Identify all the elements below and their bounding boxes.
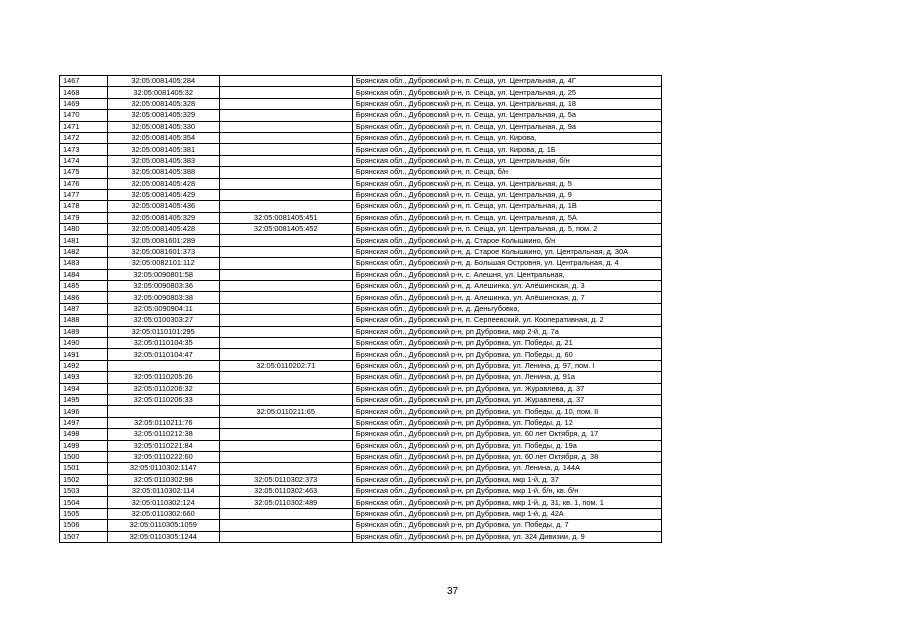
table-row xyxy=(60,189,662,200)
row-number-cell: 1496 xyxy=(60,406,108,417)
table-row xyxy=(60,110,662,121)
address-cell: Брянская обл., Дубровский р-н, рп Дубровка, ул. 324 Дивизии, д. 9 xyxy=(352,531,661,542)
address-cell: Брянская обл., Дубровский р-н, рп Дубровка, ул. Победы, д. 10, пом. II xyxy=(352,406,661,417)
table-row xyxy=(60,440,662,451)
row-number-cell: 1486 xyxy=(60,292,108,303)
related-cadastral-number-cell xyxy=(219,429,352,440)
address-cell: Брянская обл., Дубровский р-н, рп Дубровка, ул. Ленина, д. 97, пом. I xyxy=(352,360,661,371)
row-number-cell: 1503 xyxy=(60,486,108,497)
cadastral-number-cell: 32:05:0110206:32 xyxy=(107,383,219,394)
table-row xyxy=(60,326,662,337)
related-cadastral-number-cell xyxy=(219,246,352,257)
table-row xyxy=(60,201,662,212)
address-cell: Брянская обл., Дубровский р-н, п. Сеща, ул. Центральная, д. 5, пом. 2 xyxy=(352,224,661,235)
related-cadastral-number-cell xyxy=(219,531,352,542)
table-row xyxy=(60,463,662,474)
table-row xyxy=(60,394,662,405)
related-cadastral-number-cell: 32:05:0110302:463 xyxy=(219,486,352,497)
address-cell: Брянская обл., Дубровский р-н, п. Сеща, ул. Центральная, д. 18 xyxy=(352,98,661,109)
row-number-cell: 1475 xyxy=(60,167,108,178)
related-cadastral-number-cell xyxy=(219,269,352,280)
address-cell: Брянская обл., Дубровский р-н, д. Алешинка, ул. Алёшинская, д. 3 xyxy=(352,281,661,292)
table-row xyxy=(60,121,662,132)
cadastral-number-cell: 32:05:0110222:60 xyxy=(107,451,219,462)
cadastral-number-cell: 32:05:0090904:11 xyxy=(107,303,219,314)
row-number-cell: 1472 xyxy=(60,132,108,143)
related-cadastral-number-cell xyxy=(219,110,352,121)
address-cell: Брянская обл., Дубровский р-н, рп Дубровка, ул. 60 лет Октября, д. 38 xyxy=(352,451,661,462)
address-cell: Брянская обл., Дубровский р-н, рп Дубровка, ул. Победы, д. 12 xyxy=(352,417,661,428)
table-row xyxy=(60,178,662,189)
cadastral-number-cell: 32:05:0081405:328 xyxy=(107,98,219,109)
related-cadastral-number-cell: 32:05:0081405:452 xyxy=(219,224,352,235)
related-cadastral-number-cell xyxy=(219,383,352,394)
related-cadastral-number-cell xyxy=(219,451,352,462)
table-row xyxy=(60,144,662,155)
row-number-cell: 1477 xyxy=(60,189,108,200)
row-number-cell: 1493 xyxy=(60,372,108,383)
cadastral-number-cell: 32:05:0110221:84 xyxy=(107,440,219,451)
related-cadastral-number-cell xyxy=(219,178,352,189)
row-number-cell: 1483 xyxy=(60,258,108,269)
table-row xyxy=(60,76,662,87)
cadastral-number-cell: 32:05:0110211:76 xyxy=(107,417,219,428)
related-cadastral-number-cell: 32:05:0110302:489 xyxy=(219,497,352,508)
row-number-cell: 1479 xyxy=(60,212,108,223)
related-cadastral-number-cell xyxy=(219,87,352,98)
table-row xyxy=(60,258,662,269)
address-cell: Брянская обл., Дубровский р-н, п. Сеща, ул. Центральная, д. 25 xyxy=(352,87,661,98)
row-number-cell: 1497 xyxy=(60,417,108,428)
row-number-cell: 1473 xyxy=(60,144,108,155)
address-cell: Брянская обл., Дубровский р-н, п. Сеща, б/н xyxy=(352,167,661,178)
table-row xyxy=(60,429,662,440)
row-number-cell: 1498 xyxy=(60,429,108,440)
row-number-cell: 1471 xyxy=(60,121,108,132)
row-number-cell: 1469 xyxy=(60,98,108,109)
row-number-cell: 1468 xyxy=(60,87,108,98)
cadastral-number-cell: 32:05:0100303:27 xyxy=(107,315,219,326)
cadastral-number-cell: 32:05:0081405:429 xyxy=(107,189,219,200)
row-number-cell: 1478 xyxy=(60,201,108,212)
related-cadastral-number-cell xyxy=(219,281,352,292)
table-row xyxy=(60,303,662,314)
address-cell: Брянская обл., Дубровский р-н, с. Алешня, ул. Центральная, xyxy=(352,269,661,280)
cadastral-number-cell: 32:05:0110205:26 xyxy=(107,372,219,383)
row-number-cell: 1495 xyxy=(60,394,108,405)
cadastral-number-cell: 32:05:0081405:428 xyxy=(107,224,219,235)
address-cell: Брянская обл., Дубровский р-н, п. Сеща, ул. Кирова, д. 1Б xyxy=(352,144,661,155)
table-row xyxy=(60,281,662,292)
related-cadastral-number-cell xyxy=(219,235,352,246)
cadastral-number-cell: 32:05:0081405:354 xyxy=(107,132,219,143)
address-cell: Брянская обл., Дубровский р-н, п. Сеща, ул. Кирова, xyxy=(352,132,661,143)
row-number-cell: 1502 xyxy=(60,474,108,485)
row-number-cell: 1491 xyxy=(60,349,108,360)
table-row xyxy=(60,269,662,280)
cadastral-number-cell: 32:05:0110101:295 xyxy=(107,326,219,337)
table-row xyxy=(60,486,662,497)
related-cadastral-number-cell: 32:05:0081405:451 xyxy=(219,212,352,223)
row-number-cell: 1467 xyxy=(60,76,108,87)
cadastral-number-cell: 32:05:0081405:284 xyxy=(107,76,219,87)
row-number-cell: 1488 xyxy=(60,315,108,326)
related-cadastral-number-cell xyxy=(219,292,352,303)
cadastral-number-cell: 32:05:0081601:373 xyxy=(107,246,219,257)
table-row xyxy=(60,235,662,246)
related-cadastral-number-cell: 32:05:0110302:373 xyxy=(219,474,352,485)
address-cell: Брянская обл., Дубровский р-н, п. Сеща, ул. Центральная, д. 4Г xyxy=(352,76,661,87)
table-row xyxy=(60,531,662,542)
table-row xyxy=(60,224,662,235)
table-row xyxy=(60,417,662,428)
cadastral-number-cell: 32:05:0110206:33 xyxy=(107,394,219,405)
cadastral-number-cell: 32:05:0081405:436 xyxy=(107,201,219,212)
address-cell: Брянская обл., Дубровский р-н, п. Сеща, ул. Центральная, д. 1В xyxy=(352,201,661,212)
address-cell: Брянская обл., Дубровский р-н, п. Серпеевский, ул. Кооперативная, д. 2 xyxy=(352,315,661,326)
related-cadastral-number-cell xyxy=(219,155,352,166)
cadastral-number-cell: 32:05:0081601:289 xyxy=(107,235,219,246)
address-cell: Брянская обл., Дубровский р-н, рп Дубровка, мкр 1-й, б/н, кв. б/н xyxy=(352,486,661,497)
table-row xyxy=(60,372,662,383)
cadastral-number-cell: 32:05:0081405:32 xyxy=(107,87,219,98)
row-number-cell: 1482 xyxy=(60,246,108,257)
cadastral-number-cell: 32:05:0081405:388 xyxy=(107,167,219,178)
table-row xyxy=(60,212,662,223)
cadastral-number-cell: 32:05:0081405:383 xyxy=(107,155,219,166)
row-number-cell: 1490 xyxy=(60,337,108,348)
address-cell: Брянская обл., Дубровский р-н, рп Дубровка, мкр 1-й, д. 42А xyxy=(352,508,661,519)
row-number-cell: 1492 xyxy=(60,360,108,371)
cadastral-number-cell xyxy=(107,360,219,371)
address-cell: Брянская обл., Дубровский р-н, рп Дубровка, ул. Ленина, д. 91а xyxy=(352,372,661,383)
related-cadastral-number-cell xyxy=(219,144,352,155)
table-row xyxy=(60,383,662,394)
related-cadastral-number-cell xyxy=(219,337,352,348)
cadastral-number-cell: 32:05:0081405:329 xyxy=(107,110,219,121)
related-cadastral-number-cell xyxy=(219,508,352,519)
address-cell: Брянская обл., Дубровский р-н, д. Старое Колышкино, б/н xyxy=(352,235,661,246)
cadastral-number-cell: 32:05:0090801:58 xyxy=(107,269,219,280)
table-row xyxy=(60,155,662,166)
address-cell: Брянская обл., Дубровский р-н, рп Дубровка, ул. Победы, д. 21 xyxy=(352,337,661,348)
cadastral-number-cell: 32:05:0110305:1059 xyxy=(107,520,219,531)
related-cadastral-number-cell xyxy=(219,121,352,132)
related-cadastral-number-cell xyxy=(219,76,352,87)
cadastral-number-cell: 32:05:0081405:381 xyxy=(107,144,219,155)
address-cell: Брянская обл., Дубровский р-н, рп Дубровка, мкр 1-й, д. 37 xyxy=(352,474,661,485)
table-row xyxy=(60,98,662,109)
address-cell: Брянская обл., Дубровский р-н, п. Сеща, ул. Центральная, д. 9а xyxy=(352,121,661,132)
related-cadastral-number-cell xyxy=(219,189,352,200)
address-cell: Брянская обл., Дубровский р-н, рп Дубровка, ул. Победы, д. 60 xyxy=(352,349,661,360)
related-cadastral-number-cell xyxy=(219,315,352,326)
related-cadastral-number-cell xyxy=(219,372,352,383)
table-row xyxy=(60,292,662,303)
cadastral-number-cell: 32:05:0090803:38 xyxy=(107,292,219,303)
related-cadastral-number-cell: 32:05:0110202:71 xyxy=(219,360,352,371)
row-number-cell: 1470 xyxy=(60,110,108,121)
table-row xyxy=(60,474,662,485)
cadastral-number-cell: 32:05:0081405:330 xyxy=(107,121,219,132)
address-cell: Брянская обл., Дубровский р-н, рп Дубровка, мкр 2-й, д. 7а xyxy=(352,326,661,337)
address-cell: Брянская обл., Дубровский р-н, рп Дубровка, ул. Победы, д. 19а xyxy=(352,440,661,451)
cadastral-number-cell: 32:05:0110302:660 xyxy=(107,508,219,519)
row-number-cell: 1474 xyxy=(60,155,108,166)
cadastral-number-cell: 32:05:0110302:98 xyxy=(107,474,219,485)
row-number-cell: 1484 xyxy=(60,269,108,280)
table-row xyxy=(60,315,662,326)
address-cell: Брянская обл., Дубровский р-н, д. Деньгубовка, xyxy=(352,303,661,314)
related-cadastral-number-cell xyxy=(219,440,352,451)
address-cell: Брянская обл., Дубровский р-н, рп Дубровка, ул. 60 лет Октября, д. 17 xyxy=(352,429,661,440)
property-table xyxy=(59,75,662,543)
table-row xyxy=(60,132,662,143)
cadastral-number-cell: 32:05:0110212:38 xyxy=(107,429,219,440)
address-cell: Брянская обл., Дубровский р-н, п. Сеща, ул. Центральная, д. 9 xyxy=(352,189,661,200)
address-cell: Брянская обл., Дубровский р-н, п. Сеща, ул. Центральная, д. 5 xyxy=(352,178,661,189)
related-cadastral-number-cell xyxy=(219,98,352,109)
cadastral-number-cell: 32:05:0090803:36 xyxy=(107,281,219,292)
address-cell: Брянская обл., Дубровский р-н, рп Дубровка, мкр 1-й, д. 31, кв. 1, пом. 1 xyxy=(352,497,661,508)
table-row xyxy=(60,167,662,178)
address-cell: Брянская обл., Дубровский р-н, рп Дубровка, ул. Победы, д. 7 xyxy=(352,520,661,531)
cadastral-number-cell: 32:05:0081405:428 xyxy=(107,178,219,189)
address-cell: Брянская обл., Дубровский р-н, рп Дубровка, ул. Журавлева, д. 37 xyxy=(352,383,661,394)
cadastral-number-cell: 32:05:0082101:112 xyxy=(107,258,219,269)
cadastral-number-cell: 32:05:0110302:1147 xyxy=(107,463,219,474)
row-number-cell: 1494 xyxy=(60,383,108,394)
related-cadastral-number-cell xyxy=(219,303,352,314)
cadastral-number-cell: 32:05:0110302:124 xyxy=(107,497,219,508)
related-cadastral-number-cell xyxy=(219,394,352,405)
row-number-cell: 1481 xyxy=(60,235,108,246)
related-cadastral-number-cell xyxy=(219,258,352,269)
related-cadastral-number-cell xyxy=(219,417,352,428)
address-cell: Брянская обл., Дубровский р-н, п. Сеща, ул. Центральная, д. 5а xyxy=(352,110,661,121)
table-row xyxy=(60,360,662,371)
related-cadastral-number-cell xyxy=(219,520,352,531)
related-cadastral-number-cell xyxy=(219,132,352,143)
table-row xyxy=(60,246,662,257)
table-row xyxy=(60,497,662,508)
row-number-cell: 1505 xyxy=(60,508,108,519)
table-row xyxy=(60,508,662,519)
address-cell: Брянская обл., Дубровский р-н, п. Сеща, ул. Центральная, б/н xyxy=(352,155,661,166)
related-cadastral-number-cell xyxy=(219,201,352,212)
property-table-body xyxy=(60,76,662,543)
related-cadastral-number-cell xyxy=(219,167,352,178)
related-cadastral-number-cell xyxy=(219,326,352,337)
table-row xyxy=(60,520,662,531)
row-number-cell: 1506 xyxy=(60,520,108,531)
row-number-cell: 1480 xyxy=(60,224,108,235)
address-cell: Брянская обл., Дубровский р-н, рп Дубровка, ул. Ленина, д. 144А xyxy=(352,463,661,474)
table-row xyxy=(60,87,662,98)
cadastral-number-cell: 32:05:0081405:329 xyxy=(107,212,219,223)
related-cadastral-number-cell: 32:05:0110211:65 xyxy=(219,406,352,417)
address-cell: Брянская обл., Дубровский р-н, д. Старое Колышкино, ул. Центральная, д. 30А xyxy=(352,246,661,257)
table-row xyxy=(60,337,662,348)
address-cell: Брянская обл., Дубровский р-н, д. Большая Островня, ул. Центральная, д. 4 xyxy=(352,258,661,269)
row-number-cell: 1504 xyxy=(60,497,108,508)
row-number-cell: 1476 xyxy=(60,178,108,189)
cadastral-number-cell: 32:05:0110104:35 xyxy=(107,337,219,348)
related-cadastral-number-cell xyxy=(219,349,352,360)
table-row xyxy=(60,406,662,417)
table-row xyxy=(60,451,662,462)
address-cell: Брянская обл., Дубровский р-н, д. Алешинка, ул. Алёшинская, д. 7 xyxy=(352,292,661,303)
row-number-cell: 1501 xyxy=(60,463,108,474)
related-cadastral-number-cell xyxy=(219,463,352,474)
cadastral-number-cell: 32:05:0110104:47 xyxy=(107,349,219,360)
row-number-cell: 1485 xyxy=(60,281,108,292)
row-number-cell: 1507 xyxy=(60,531,108,542)
page-number: 37 xyxy=(446,586,459,597)
cadastral-number-cell: 32:05:0110302:114 xyxy=(107,486,219,497)
row-number-cell: 1487 xyxy=(60,303,108,314)
row-number-cell: 1500 xyxy=(60,451,108,462)
cadastral-number-cell xyxy=(107,406,219,417)
address-cell: Брянская обл., Дубровский р-н, рп Дубровка, ул. Журавлева, д. 37 xyxy=(352,394,661,405)
cadastral-number-cell: 32:05:0110305:1244 xyxy=(107,531,219,542)
table-row xyxy=(60,349,662,360)
row-number-cell: 1499 xyxy=(60,440,108,451)
row-number-cell: 1489 xyxy=(60,326,108,337)
address-cell: Брянская обл., Дубровский р-н, п. Сеща, ул. Центральная, д. 5А xyxy=(352,212,661,223)
